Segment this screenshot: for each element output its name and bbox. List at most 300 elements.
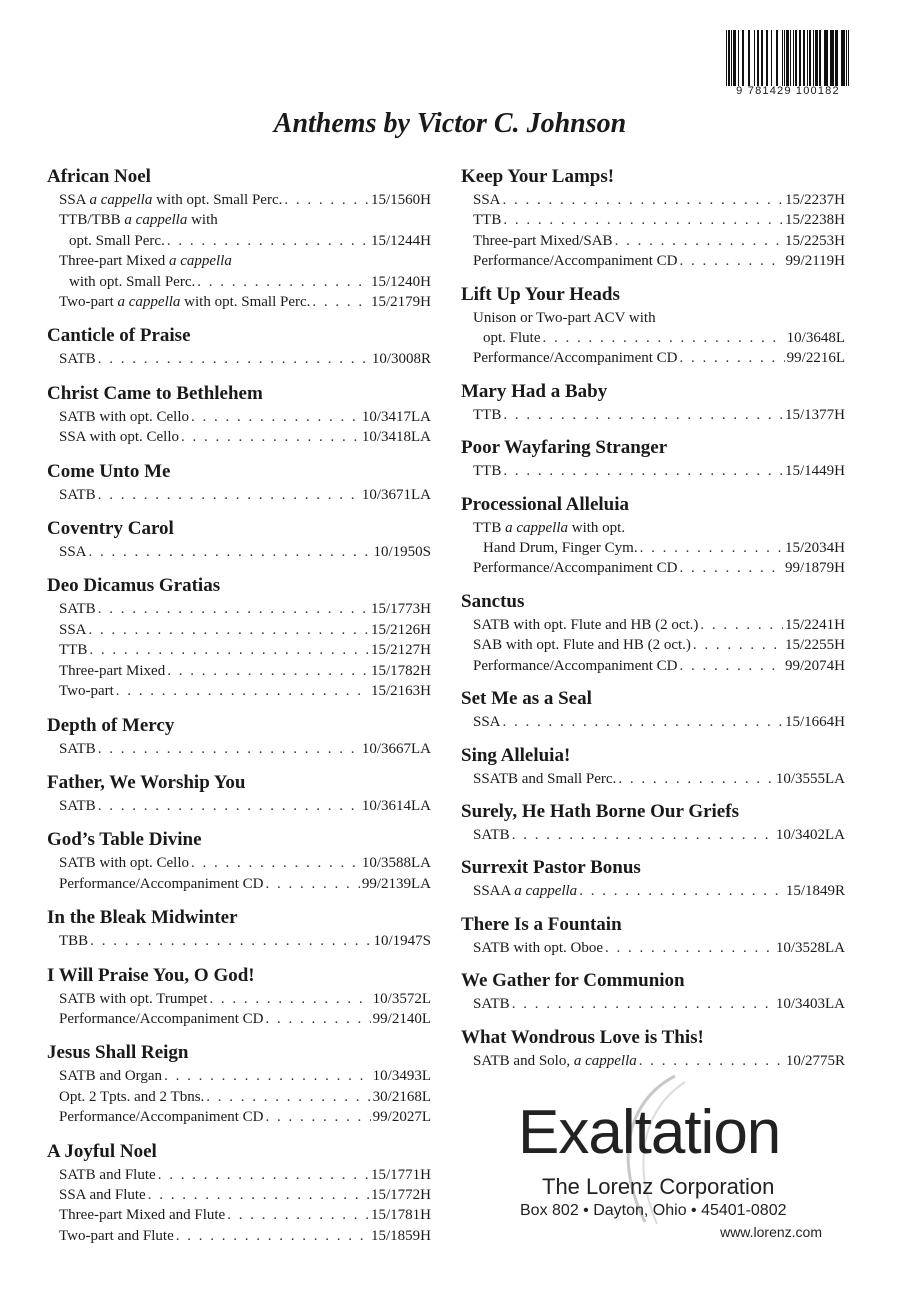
voicing-text-part: SATB xyxy=(59,486,96,503)
voicing-text-part: SATB xyxy=(473,996,510,1013)
voicing-text-part: opt. Flute xyxy=(483,330,541,347)
voicing-text-italic: a cappella xyxy=(505,519,568,536)
voicing-line xyxy=(47,1107,431,1127)
anthem-entry xyxy=(461,799,845,845)
voicing-line xyxy=(47,272,431,292)
voicing-text xyxy=(59,407,189,427)
voicing-text-part: Performance/Accompaniment CD xyxy=(59,875,264,892)
voicing-text-part: SATB xyxy=(473,826,510,843)
voicing-line xyxy=(47,640,431,660)
catalog-number: 10/3528LA xyxy=(775,939,845,956)
catalog-number: 15/1244H xyxy=(371,232,431,249)
voicing-line xyxy=(461,461,845,481)
catalog-number: 10/1947S xyxy=(373,933,431,950)
voicing-text xyxy=(473,615,698,635)
leader-dots xyxy=(284,190,369,210)
anthem-title: Set Me as a Seal xyxy=(461,688,592,710)
page-title: Anthems by Victor C. Johnson xyxy=(273,108,627,139)
anthem-title: Mary Had a Baby xyxy=(461,380,608,402)
voicing-text xyxy=(473,558,678,578)
voicing-line xyxy=(461,1051,845,1071)
voicing-line xyxy=(47,1066,431,1086)
voicing-line xyxy=(461,231,845,251)
voicing-text xyxy=(473,461,501,481)
catalog-number: 15/1560H xyxy=(371,192,431,208)
voicing-text-part: SSA xyxy=(473,192,501,208)
catalog-number: 15/1782H xyxy=(371,662,431,679)
voicing-line xyxy=(47,349,431,369)
catalog-number: 10/3648L xyxy=(786,330,845,347)
voicing-text xyxy=(473,825,510,845)
voicing-line xyxy=(461,656,845,676)
anthem-entry xyxy=(461,1025,845,1071)
catalog-number: 99/2027L xyxy=(372,1109,431,1126)
voicing-line xyxy=(461,348,845,368)
voicing-line xyxy=(47,251,431,271)
voicing-line xyxy=(47,485,431,505)
voicing-text-part: SATB with opt. Cello xyxy=(59,408,190,425)
catalog-number: 15/2237H xyxy=(785,192,845,208)
catalog-number: 15/1849R xyxy=(785,883,845,900)
leader-dots xyxy=(90,931,371,951)
leader-dots xyxy=(639,1051,784,1071)
anthem-title: Jesus Shall Reign xyxy=(47,1042,189,1064)
catalog-number: 15/1772H xyxy=(371,1186,431,1203)
anthem-entry xyxy=(47,459,431,505)
leader-dots xyxy=(227,1205,369,1225)
voicing-text-part: Three-part Mixed and Flute xyxy=(59,1207,226,1224)
leader-dots xyxy=(512,994,774,1014)
catalog-number: 10/3402LA xyxy=(775,826,845,843)
voicing-line xyxy=(47,620,431,640)
leader-dots xyxy=(266,1107,371,1127)
voicing-line xyxy=(47,931,431,951)
voicing-text-part: TTB xyxy=(473,519,506,536)
voicing-line xyxy=(461,328,845,348)
voicing-text-part: SATB xyxy=(59,740,96,757)
voicing-line xyxy=(47,739,431,759)
catalog-number: 15/2253H xyxy=(785,232,845,249)
catalog-number: 15/2034H xyxy=(785,540,845,557)
leader-dots xyxy=(503,190,783,210)
voicing-text xyxy=(59,853,189,873)
catalog-number: 15/2241H xyxy=(785,616,845,633)
voicing-text-part: Opt. 2 Tpts. and 2 Tbns. xyxy=(59,1088,205,1105)
voicing-text-part: Three-part Mixed xyxy=(59,662,166,679)
voicing-text-part: Three-part Mixed xyxy=(59,253,169,270)
leader-dots xyxy=(640,538,783,558)
barcode xyxy=(722,30,854,96)
leader-dots xyxy=(89,542,372,562)
voicing-text-part: SSA xyxy=(473,714,501,731)
anthem-title: What Wondrous Love is This! xyxy=(461,1026,704,1048)
voicing-text xyxy=(59,1107,264,1127)
catalog-number: 15/1781H xyxy=(371,1207,431,1224)
voicing-line xyxy=(461,190,845,210)
anthem-entry xyxy=(47,516,431,562)
voicing-text-part: SATB xyxy=(59,601,96,618)
catalog-number: 15/1240H xyxy=(371,273,431,290)
barcode-digits: 9 781429 100182 xyxy=(736,85,840,97)
voicing-text-part: SATB and Solo, xyxy=(473,1052,574,1069)
voicing-line xyxy=(47,407,431,427)
voicing-line xyxy=(47,874,431,894)
anthem-title: Sing Alleluia! xyxy=(461,744,571,766)
anthem-entry xyxy=(47,713,431,759)
voicing-text xyxy=(59,874,264,894)
voicing-line xyxy=(47,292,431,312)
voicing-line xyxy=(461,405,845,425)
anthem-title: Depth of Mercy xyxy=(47,714,175,736)
voicing-line xyxy=(47,599,431,619)
leader-dots xyxy=(680,348,785,368)
publisher-name: Exaltation xyxy=(518,1098,781,1167)
leader-dots xyxy=(98,485,360,505)
anthem-title: In the Bleak Midwinter xyxy=(47,907,238,929)
voicing-text xyxy=(473,769,616,789)
anthem-entry xyxy=(461,435,845,481)
catalog-number: 10/3418LA xyxy=(361,429,431,446)
barcode-bars xyxy=(726,30,850,86)
catalog-number: 99/2074H xyxy=(785,657,845,674)
voicing-line xyxy=(461,825,845,845)
voicing-text-part: SSA xyxy=(59,192,90,208)
voicing-text-part: with opt. Small Perc. xyxy=(180,294,311,311)
anthem-entry xyxy=(47,827,431,894)
voicing-text-italic: a cappella xyxy=(117,294,181,311)
voicing-line xyxy=(461,769,845,789)
anthem-entry xyxy=(461,686,845,732)
voicing-text-part: TTB xyxy=(473,463,502,480)
voicing-line xyxy=(461,308,845,328)
voicing-text xyxy=(59,1226,174,1246)
voicing-text xyxy=(59,1009,264,1029)
voicing-text xyxy=(473,938,603,958)
publisher-address: Box 802 • Dayton, Ohio • 45401-0802 xyxy=(520,1202,787,1219)
voicing-line xyxy=(47,427,431,447)
anthem-title: Surely, He Hath Borne Our Griefs xyxy=(461,800,739,822)
voicing-line xyxy=(47,681,431,701)
voicing-text-part: Three-part Mixed/SAB xyxy=(473,232,613,249)
voicing-text-part: SSA and Flute xyxy=(59,1186,146,1203)
anthem-entry xyxy=(461,282,845,369)
leader-dots xyxy=(543,328,785,348)
voicing-line xyxy=(461,635,845,655)
voicing-text xyxy=(473,251,678,271)
leader-dots xyxy=(512,825,774,845)
voicing-text-part: SSA xyxy=(59,544,87,561)
anthem-title: A Joyful Noel xyxy=(47,1140,157,1162)
leader-dots xyxy=(191,853,360,873)
anthem-title: Keep Your Lamps! xyxy=(461,166,615,187)
anthem-title: There Is a Fountain xyxy=(461,913,622,935)
catalog-number: 10/3008R xyxy=(371,351,431,368)
voicing-line xyxy=(47,231,431,251)
catalog-number: 10/3403LA xyxy=(775,996,845,1013)
voicing-line xyxy=(47,1205,431,1225)
voicing-text xyxy=(59,796,96,816)
voicing-text xyxy=(59,681,114,701)
catalog-number: 99/2119H xyxy=(785,253,845,270)
anthem-entry xyxy=(461,855,845,901)
leader-dots xyxy=(680,558,783,578)
catalog-number: 15/1377H xyxy=(785,406,845,423)
voicing-text-part: Hand Drum, Finger Cym. xyxy=(483,540,638,557)
voicing-line xyxy=(47,210,431,230)
leader-dots xyxy=(158,1165,369,1185)
voicing-text xyxy=(59,1066,162,1086)
voicing-text xyxy=(59,1165,156,1185)
anthem-entry xyxy=(47,1139,431,1247)
anthem-title: African Noel xyxy=(47,166,151,187)
voicing-text xyxy=(473,190,501,210)
voicing-text xyxy=(59,931,88,951)
voicing-text-part: opt. Small Perc. xyxy=(69,232,165,249)
voicing-text-part: Performance/Accompaniment CD xyxy=(473,560,678,577)
leader-dots xyxy=(98,599,369,619)
voicing-text xyxy=(59,485,96,505)
leader-dots xyxy=(693,635,783,655)
catalog-number: 10/2775R xyxy=(785,1052,845,1069)
catalog-number: 10/3614LA xyxy=(361,797,431,814)
leader-dots xyxy=(605,938,774,958)
anthem-entry xyxy=(47,164,431,312)
voicing-text xyxy=(59,1185,146,1205)
anthem-entry xyxy=(47,963,431,1030)
voicing-text xyxy=(59,210,218,230)
voicing-line xyxy=(461,538,845,558)
leader-dots xyxy=(191,407,360,427)
catalog-number: 15/1771H xyxy=(371,1166,431,1183)
anthem-title: God’s Table Divine xyxy=(47,829,202,851)
voicing-line xyxy=(47,1226,431,1246)
catalog-number: 10/3417LA xyxy=(361,408,431,425)
leader-dots xyxy=(98,796,360,816)
voicing-text xyxy=(473,656,678,676)
voicing-line xyxy=(47,1009,431,1029)
anthem-title: Canticle of Praise xyxy=(47,325,191,347)
anthem-title: Poor Wayfaring Stranger xyxy=(461,437,668,459)
catalog-number: 10/3493L xyxy=(372,1068,431,1085)
leader-dots xyxy=(167,231,369,251)
voicing-text-part: SATB xyxy=(59,797,96,814)
leader-dots xyxy=(176,1226,369,1246)
leader-dots xyxy=(503,405,783,425)
leader-dots xyxy=(164,1066,371,1086)
anthem-entry xyxy=(461,743,845,789)
leader-dots xyxy=(148,1185,369,1205)
voicing-text-part: Performance/Accompaniment CD xyxy=(473,253,678,270)
voicing-line xyxy=(47,1165,431,1185)
voicing-text-part: SSA xyxy=(59,621,87,638)
voicing-text xyxy=(59,349,96,369)
catalog-number: 15/2238H xyxy=(785,212,845,229)
voicing-text xyxy=(473,994,510,1014)
voicing-text xyxy=(473,712,501,732)
voicing-text-italic: a cappella xyxy=(573,1052,637,1069)
voicing-line xyxy=(461,615,845,635)
anthem-entry xyxy=(47,323,431,369)
voicing-text-part: Unison or Two-part ACV with xyxy=(473,309,656,326)
voicing-line xyxy=(461,712,845,732)
catalog-number: 30/2168L xyxy=(372,1088,431,1105)
voicing-text-part: Performance/Accompaniment CD xyxy=(473,657,678,674)
anthem-title: Sanctus xyxy=(461,590,525,612)
leader-dots xyxy=(206,1087,370,1107)
voicing-text-part: Two-part xyxy=(59,294,118,311)
leader-dots xyxy=(503,461,783,481)
voicing-line xyxy=(47,1185,431,1205)
anthem-entry xyxy=(47,905,431,951)
leader-dots xyxy=(266,1009,371,1029)
voicing-text-part: TTB xyxy=(59,642,88,659)
anthem-entry xyxy=(461,379,845,425)
voicing-text-part: with opt. xyxy=(568,519,626,536)
catalog-number: 10/3588LA xyxy=(361,855,431,872)
voicing-text xyxy=(59,620,87,640)
voicing-text xyxy=(473,210,501,230)
leader-dots xyxy=(503,210,783,230)
voicing-text xyxy=(59,251,232,271)
voicing-line xyxy=(47,542,431,562)
voicing-line xyxy=(47,190,431,210)
catalog-number: 15/1449H xyxy=(785,463,845,480)
voicing-text xyxy=(483,538,638,558)
voicing-text-part: SSAA xyxy=(473,883,515,900)
voicing-text xyxy=(59,989,207,1009)
voicing-text-part: SATB with opt. Flute and HB (2 oct.) xyxy=(473,616,699,633)
publisher-logo xyxy=(510,1098,850,1248)
leader-dots xyxy=(89,640,369,660)
catalog-number: 99/2216L xyxy=(786,350,845,367)
voicing-text xyxy=(473,881,577,901)
voicing-text-part: with opt. Small Perc. xyxy=(69,273,196,290)
publisher-corporation: The Lorenz Corporation xyxy=(542,1174,775,1199)
voicing-text-italic: a cappella xyxy=(89,192,153,208)
voicing-text xyxy=(59,190,282,210)
anthem-title: Coventry Carol xyxy=(47,518,174,540)
anthem-title: Christ Came to Bethlehem xyxy=(47,382,263,404)
voicing-text-part: TTB xyxy=(473,212,502,229)
catalog-number: 15/2163H xyxy=(371,683,431,700)
voicing-text xyxy=(473,231,613,251)
voicing-text xyxy=(473,348,678,368)
anthem-entry xyxy=(47,770,431,816)
anthem-entry xyxy=(461,968,845,1014)
leader-dots xyxy=(167,661,369,681)
leader-dots xyxy=(680,251,784,271)
leader-dots xyxy=(503,712,783,732)
voicing-text xyxy=(59,599,96,619)
voicing-text-part: SATB with opt. Oboe xyxy=(473,939,604,956)
voicing-text xyxy=(59,427,179,447)
voicing-line xyxy=(461,251,845,271)
voicing-text xyxy=(473,308,656,328)
catalog-number: 10/3555LA xyxy=(775,770,845,787)
voicing-text xyxy=(473,635,691,655)
anthem-title: Surrexit Pastor Bonus xyxy=(461,857,641,879)
right-column xyxy=(461,164,845,1081)
anthem-entry xyxy=(461,589,845,676)
voicing-line xyxy=(47,1087,431,1107)
voicing-line xyxy=(461,210,845,230)
voicing-text xyxy=(59,640,87,660)
leader-dots xyxy=(181,427,360,447)
catalog-number: 15/1664H xyxy=(785,714,845,731)
catalog-number: 15/1773H xyxy=(371,601,431,618)
publisher-website: www.lorenz.com xyxy=(720,1224,822,1240)
voicing-text xyxy=(473,1051,637,1071)
leader-dots xyxy=(579,881,784,901)
voicing-line xyxy=(461,881,845,901)
voicing-text-part: Two-part xyxy=(59,683,114,700)
anthem-title: I Will Praise You, O God! xyxy=(47,964,255,986)
leader-dots xyxy=(700,615,783,635)
anthem-title: Processional Alleluia xyxy=(461,493,630,515)
voicing-text-part: SATB with opt. Cello xyxy=(59,855,190,872)
voicing-text-italic: a cappella xyxy=(514,883,578,900)
anthem-title: Father, We Worship You xyxy=(47,771,246,793)
leader-dots xyxy=(618,769,773,789)
catalog-number: 15/2255H xyxy=(785,637,845,654)
voicing-line xyxy=(461,938,845,958)
anthem-entry xyxy=(461,492,845,579)
left-column xyxy=(47,164,431,1257)
voicing-text-part: SATB xyxy=(59,351,96,368)
voicing-text-part: SSATB and Small Perc. xyxy=(473,770,617,787)
voicing-line xyxy=(47,853,431,873)
leader-dots xyxy=(98,739,360,759)
leader-dots xyxy=(312,292,369,312)
catalog-number: 15/2179H xyxy=(371,294,431,311)
voicing-text xyxy=(473,405,501,425)
voicing-text-italic: a cappella xyxy=(168,253,232,270)
voicing-text xyxy=(69,272,195,292)
voicing-line xyxy=(47,796,431,816)
voicing-text-part: SATB with opt. Trumpet xyxy=(59,990,208,1007)
voicing-text xyxy=(473,518,625,538)
catalog-number: 10/3671LA xyxy=(361,486,431,503)
leader-dots xyxy=(89,620,369,640)
barcode-bar xyxy=(848,30,849,86)
voicing-text-part: SAB with opt. Flute and HB (2 oct.) xyxy=(473,637,691,654)
catalog-number: 99/2140L xyxy=(372,1010,431,1027)
leader-dots xyxy=(615,231,783,251)
voicing-text-part: Two-part and Flute xyxy=(59,1227,174,1244)
voicing-text-part: SATB and Flute xyxy=(59,1166,156,1183)
voicing-text xyxy=(483,328,541,348)
catalog-number: 15/2126H xyxy=(371,621,431,638)
voicing-line xyxy=(47,661,431,681)
voicing-text-part: Performance/Accompaniment CD xyxy=(59,1010,264,1027)
anthem-title: Come Unto Me xyxy=(47,460,171,482)
voicing-text xyxy=(59,1205,225,1225)
voicing-text-part: TBB xyxy=(59,933,89,950)
anthem-title: Deo Dicamus Gratias xyxy=(47,575,221,597)
catalog-number: 15/1859H xyxy=(371,1227,431,1244)
catalog-number: 15/2127H xyxy=(371,642,431,659)
leader-dots xyxy=(197,272,369,292)
leader-dots xyxy=(209,989,370,1009)
voicing-line xyxy=(461,518,845,538)
leader-dots xyxy=(116,681,369,701)
voicing-text-part: TTB/TBB xyxy=(59,212,125,229)
voicing-text-part: Performance/Accompaniment CD xyxy=(473,350,678,367)
voicing-text xyxy=(59,292,310,312)
anthem-entry xyxy=(47,1040,431,1127)
voicing-text xyxy=(59,739,96,759)
leader-dots xyxy=(680,656,783,676)
